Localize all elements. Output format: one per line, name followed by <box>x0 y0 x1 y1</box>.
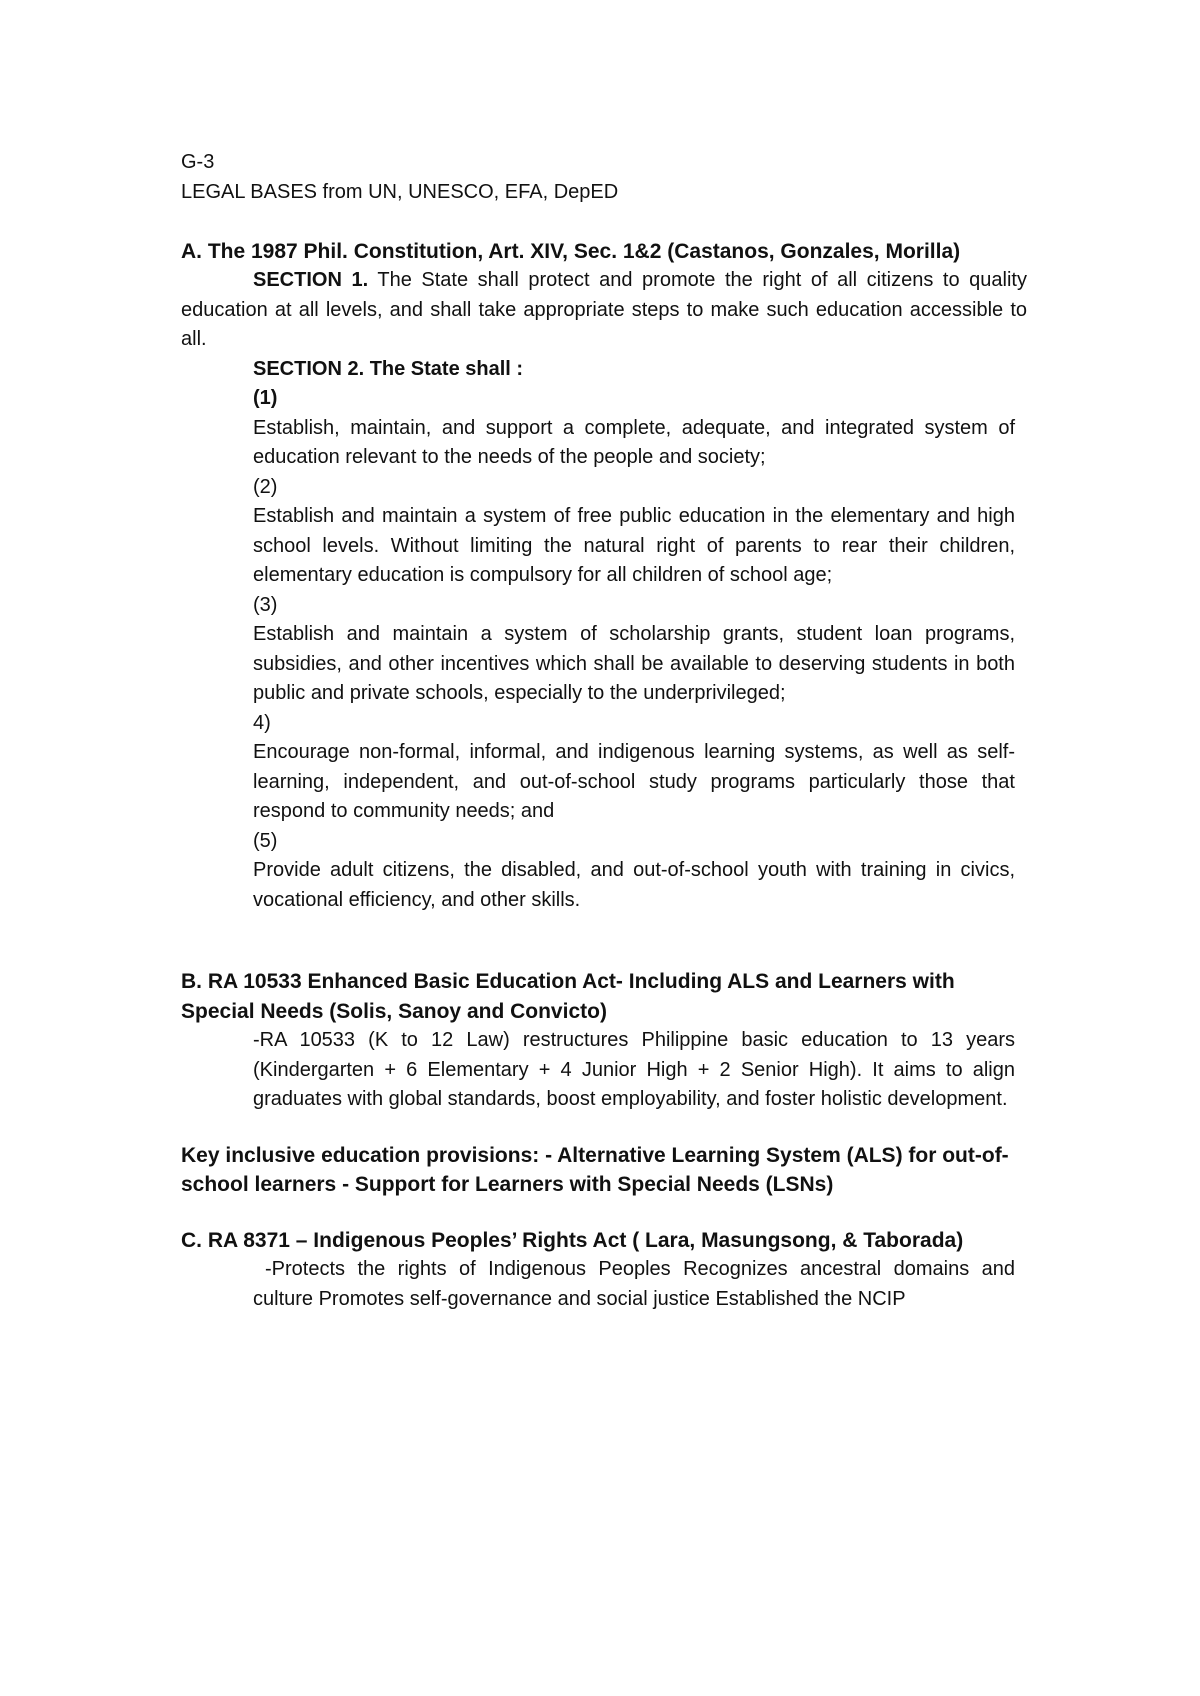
spacer <box>181 915 1027 967</box>
list-item-text: Establish, maintain, and support a complete, adequate, and integrated system of education relevant to the needs of the people and society; <box>253 416 1015 468</box>
list-item-number: (5) <box>253 829 278 852</box>
list-item-text: Establish and maintain a system of scholarship grants, student loan programs, subsidies, and other incentives which shall be available to deserving students in both public and private schools, especially to the underprivileged; <box>253 623 1015 704</box>
spacer <box>181 1115 1027 1141</box>
section-c-heading: C. RA 8371 – Indigenous Peoples’ Rights Act ( Lara, Masungsong, & Taborada) <box>181 1228 964 1252</box>
list-item-number: (3) <box>253 593 278 616</box>
section-1-text: The State shall protect and promote the right of all citizens to quality education at all levels, and shall take appropriate steps to make such education accessible to all. <box>181 269 1027 350</box>
section-b-body: -RA 10533 (K to 12 Law) restructures Philippine basic education to 13 years (Kindergarten + 6 Elementary + 4 Junior High + 2 Senior High). It aims to align graduates with global standards, boost employability, and foster holistic development. <box>253 1029 1015 1110</box>
section-b-heading: B. RA 10533 Enhanced Basic Education Act- Including ALS and Learners with Special Needs (Solis, Sanoy and Convicto) <box>181 970 955 1023</box>
list-item-text: Provide adult citizens, the disabled, and out-of-school youth with training in civics, vocational efficiency, and other skills. <box>253 859 1015 911</box>
section-b-key-provisions: Key inclusive education provisions: - Alternative Learning System (ALS) for out-of-school learners - Support for Learners with Special Needs (LSNs) <box>181 1143 1009 1196</box>
list-item-number: (2) <box>253 475 278 498</box>
section-1-label: SECTION 1. <box>253 269 369 291</box>
list-item-text: Establish and maintain a system of free public education in the elementary and high school levels. Without limiting the natural right of parents to rear their children, elementary education is compulsory for all children of school age; <box>253 505 1015 586</box>
list-item-number: (1) <box>253 387 278 409</box>
section-b-body-block <box>181 1026 1015 1115</box>
doc-title: LEGAL BASES from UN, UNESCO, EFA, DepED <box>181 180 619 203</box>
document-page <box>181 148 1027 1314</box>
section-c-body: -Protects the rights of Indigenous Peoples Recognizes ancestral domains and culture Promotes self-governance and social justice Established the NCIP <box>253 1258 1015 1310</box>
section-2-list <box>181 384 1015 915</box>
section-1-paragraph <box>181 266 1027 355</box>
section-2-label: SECTION 2. The State shall : <box>253 357 524 380</box>
section-a-heading: A. The 1987 Phil. Constitution, Art. XIV, Sec. 1&2 (Castanos, Gonzales, Morilla) <box>181 239 961 263</box>
spacer <box>181 1200 1027 1226</box>
list-item-number: 4) <box>253 711 271 734</box>
list-item-text: Encourage non-formal, informal, and indigenous learning systems, as well as self-learning, independent, and out-of-school study programs particularly those that respond to community needs; and <box>253 741 1015 822</box>
spacer <box>181 207 1027 237</box>
doc-code: G-3 <box>181 151 215 173</box>
section-c-body-block <box>181 1255 1015 1314</box>
